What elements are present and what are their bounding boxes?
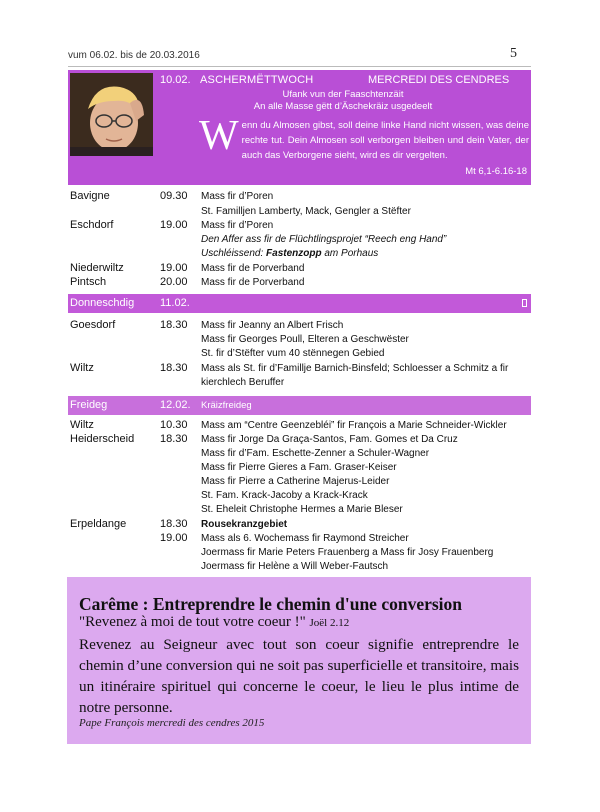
time-pintsch: 20.00 xyxy=(160,276,188,288)
friday-date: 12.02. xyxy=(160,399,191,411)
mass-heiderscheid-3: Mass fir Pierre Gieres a Fam. Graser-Keiser xyxy=(201,462,397,473)
place-heiderscheid: Heiderscheid xyxy=(70,433,135,445)
child-with-glasses-photo xyxy=(70,73,153,156)
eschdorf-note-b: Fastenzopp xyxy=(266,248,322,259)
time-wiltz-thu: 18.30 xyxy=(160,362,188,374)
time-erpeldange-2: 19.00 xyxy=(160,532,188,544)
careme-quote-ref: Joël 2.12 xyxy=(309,617,350,629)
thursday-band xyxy=(68,294,531,313)
mass-wiltz-thu-2: kierchlech Beruffer xyxy=(201,377,285,388)
small-square-icon xyxy=(522,299,527,307)
ash-subtitle-2: An alle Masse gëtt d’Äschekräiz usgedeelt xyxy=(253,101,433,112)
time-goesdorf: 18.30 xyxy=(160,319,188,331)
mass-erpeldange-4: Joermass fir Helène a Will Weber-Fautsch xyxy=(201,561,389,572)
time-bavigne: 09.30 xyxy=(160,190,188,202)
friday-note: Kräizfreideg xyxy=(201,400,252,411)
mass-eschdorf-1: Mass fir d’Poren xyxy=(201,220,274,231)
place-wiltz-fri: Wiltz xyxy=(70,419,94,431)
friday-band xyxy=(68,396,531,415)
mass-eschdorf-2: Den Affer ass fir de Flüchtlingsprojet “Reech eng Hand” xyxy=(201,234,447,245)
friday-day: Freideg xyxy=(70,399,108,411)
mass-bavigne-1: Mass fir d’Poren xyxy=(201,191,274,202)
careme-quote-text: "Revenez à moi de tout votre coeur !" xyxy=(79,614,306,630)
mass-goesdorf-2: Mass fir Georges Poull, Elteren a Geschwëster xyxy=(201,334,409,345)
mass-goesdorf-1: Mass fir Jeanny an Albert Frisch xyxy=(201,320,344,331)
page-number: 5 xyxy=(510,46,517,61)
place-niederwiltz: Niederwiltz xyxy=(70,262,124,274)
ash-quote-ref: Mt 6,1-6.16-18 xyxy=(465,166,527,177)
place-goesdorf: Goesdorf xyxy=(70,319,116,331)
mass-wiltz-thu-1: Mass als St. fir d’Famillje Barnich-Binsfeld; Schloesser a Schmitz a fir xyxy=(201,363,509,374)
mass-eschdorf-3 xyxy=(201,248,378,259)
place-eschdorf: Eschdorf xyxy=(70,219,114,231)
time-heiderscheid: 18.30 xyxy=(160,433,188,445)
header-rule xyxy=(68,66,531,67)
ash-day-fr: MERCREDI DES CENDRES xyxy=(368,74,510,86)
ash-date: 10.02. xyxy=(160,74,191,86)
mass-wiltz-fri: Mass am “Centre Geenzebléi” fir François a Marie Schneider-Wickler xyxy=(201,420,507,431)
mass-pintsch: Mass fir de Porverband xyxy=(201,277,305,288)
mass-heiderscheid-5: St. Fam. Krack-Jacoby a Krack-Krack xyxy=(201,490,368,501)
thursday-date: 11.02. xyxy=(160,297,190,309)
eschdorf-note-a: Uschléissend: xyxy=(201,248,267,259)
time-eschdorf: 19.00 xyxy=(160,219,188,231)
header-period: vum 06.02. bis de 20.03.2016 xyxy=(68,50,200,61)
mass-erpeldange-3: Joermass fir Marie Peters Frauenberg a Mass fir Josy Frauenberg xyxy=(201,547,494,558)
time-wiltz-fri: 10.30 xyxy=(160,419,188,431)
dropcap: W xyxy=(199,113,239,159)
ash-quote xyxy=(199,113,529,163)
careme-body: Revenez au Seigneur avec tout son coeur signifie entreprendre le chemin d’une conversion qui ne soit pas superficielle et transitoire, mais un itinéraire spirituel qui concerne le coeur, le lieu le plus intime de notre personne. xyxy=(79,636,519,716)
mass-heiderscheid-6: St. Eheleit Christophe Hermes a Marie Bleser xyxy=(201,504,403,515)
mass-heiderscheid-4: Mass fir Pierre a Catherine Majerus-Leider xyxy=(201,476,390,487)
mass-heiderscheid-1: Mass fir Jorge Da Graça-Santos, Fam. Gomes et Da Cruz xyxy=(201,434,458,445)
ash-wednesday-band xyxy=(68,70,531,185)
time-niederwiltz: 19.00 xyxy=(160,262,188,274)
ash-quote-text: enn du Almosen gibst, soll deine linke Hand nicht wissen, was deine rechte tut. Dein Almosen soll verborgen bleiben und dein Vater, der auch das Verborgene sieht, wird es dir vergelten. xyxy=(241,120,529,161)
place-wiltz-thu: Wiltz xyxy=(70,362,94,374)
mass-erpeldange-1: Rousekranzgebiet xyxy=(201,519,288,530)
mass-erpeldange-2: Mass als 6. Wochemass fir Raymond Streicher xyxy=(201,533,409,544)
ash-day-de: ASCHERMËTTWOCH xyxy=(200,74,314,86)
mass-heiderscheid-2: Mass fir d’Fam. Eschette-Zenner a Schuler-Wagner xyxy=(201,448,430,459)
careme-signature: Pape François mercredi des cendres 2015 xyxy=(79,717,265,729)
thursday-day: Donneschdig xyxy=(70,297,135,309)
place-erpeldange: Erpeldange xyxy=(70,518,127,530)
mass-bavigne-2: St. Familljen Lamberty, Mack, Gengler a Stëfter xyxy=(201,206,411,217)
place-bavigne: Bavigne xyxy=(70,190,110,202)
careme-quote xyxy=(79,614,349,631)
ash-subtitle-1: Ufank vun der Faaschtenzäit xyxy=(282,89,404,100)
mass-niederwiltz: Mass fir de Porverband xyxy=(201,263,305,274)
careme-box xyxy=(67,577,531,744)
eschdorf-note-c: am Porhaus xyxy=(321,248,379,259)
time-erpeldange: 18.30 xyxy=(160,518,188,530)
careme-title: Carême : Entreprendre le chemin d'une conversion xyxy=(79,594,463,614)
mass-goesdorf-3: St. fir d’Stëfter vum 40 stënnegen Gebied xyxy=(201,348,385,359)
place-pintsch: Pintsch xyxy=(70,276,107,288)
